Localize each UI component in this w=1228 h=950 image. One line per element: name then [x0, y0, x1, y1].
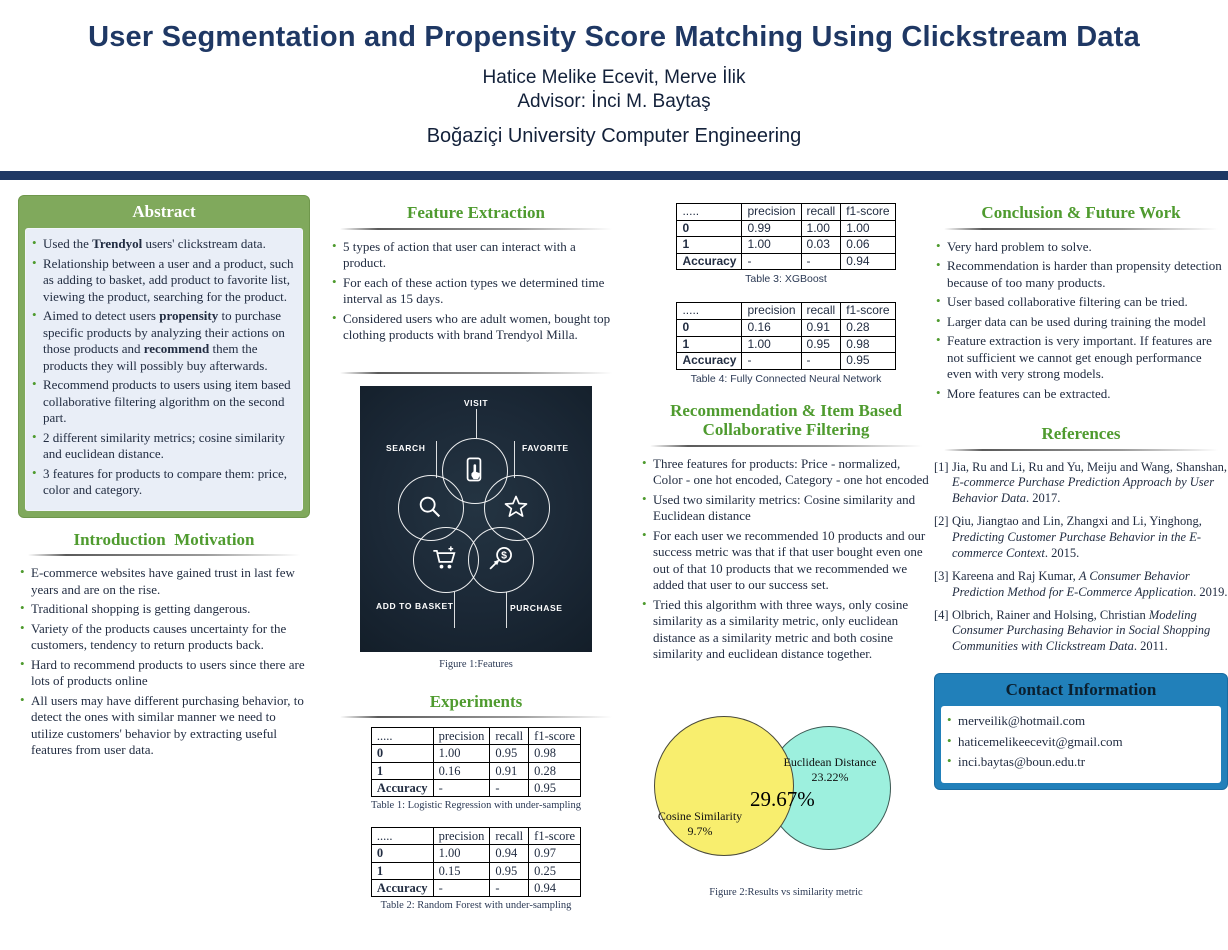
table-cell: 0.95 — [801, 336, 841, 353]
table-cell: 1.00 — [841, 220, 895, 237]
bullet-item: • Feature extraction is very important. If features are not sufficient we cannot get enough performance even with very strong models. — [947, 333, 1226, 383]
table4-caption: Table 4: Fully Connected Neural Network — [690, 372, 882, 385]
table-cell: 0.94 — [490, 845, 529, 862]
table-cell: 1.00 — [742, 237, 801, 254]
bullet-item: • 2 different similarity metrics; cosine similarity and euclidean distance. — [43, 430, 295, 463]
bullet-item: • More features can be extracted. — [947, 386, 1226, 403]
table2-caption: Table 2: Random Forest with under-sampling — [380, 900, 572, 912]
figure1-purchase-label: PURCHASE — [510, 602, 563, 613]
bullet-item: • 5 types of action that user can interact with a product. — [343, 239, 620, 272]
abstract-body — [25, 228, 303, 511]
section-rule — [340, 372, 612, 374]
cart-icon — [431, 545, 459, 573]
venn-euclidean-value: 23.22% — [811, 769, 849, 784]
bullet-item: • Used the Trendyol users' clickstream data. — [43, 236, 295, 253]
table-cell: 0.28 — [529, 762, 581, 779]
reference-work-title: Predicting Customer Purchase Behavior in the E-commerce Context — [952, 530, 1202, 560]
reference-number: [1] — [934, 459, 949, 474]
contact-block — [934, 673, 1228, 790]
venn-cosine-name: Cosine Similarity — [657, 808, 743, 823]
table-row-label: 0 — [677, 319, 742, 336]
table-cell: 0.16 — [433, 762, 490, 779]
table-row-label: Accuracy — [371, 879, 433, 896]
table-cell: - — [801, 353, 841, 370]
reference-number: [3] — [934, 568, 949, 583]
conclusion-title: Conclusion & Future Work — [981, 203, 1181, 222]
table-header-cell: recall — [490, 828, 529, 845]
table-random-forest — [371, 827, 581, 897]
reference-authors: Olbrich, Rainer and Holsing, Christian — [952, 607, 1149, 622]
header-divider-bar — [0, 171, 1228, 180]
column-3 — [640, 195, 932, 898]
reference-work-title: E-commerce Purchase Prediction Approach by User Behavior Data — [952, 475, 1215, 506]
table-header-cell: f1-score — [529, 828, 581, 845]
table-cell: 0.97 — [529, 845, 581, 862]
bullet-item: • 3 features for products to compare them: price, color and category. — [43, 466, 295, 499]
table-header-cell: ..... — [371, 728, 433, 745]
table-row-label: 1 — [371, 862, 433, 879]
table-header-cell: f1-score — [841, 204, 895, 221]
table-cell: 0.95 — [490, 862, 529, 879]
table-header-cell: recall — [801, 303, 841, 320]
table-row-label: Accuracy — [371, 779, 433, 796]
figure1-search-label: SEARCH — [386, 442, 426, 453]
bullet-item: • All users may have different purchasing behavior, to detect the ones with similar manner we need to utilize customers' behavior by extracting useful features from user data. — [31, 693, 308, 759]
table-cell: 1.00 — [433, 745, 490, 762]
table-row-label: 1 — [371, 762, 433, 779]
abstract-title: Abstract — [132, 202, 196, 221]
phone-tap-icon — [460, 456, 488, 484]
purchase-arrow-dollar-icon — [486, 545, 514, 573]
table-header-cell: ..... — [371, 828, 433, 845]
reference-number: [2] — [934, 514, 949, 529]
figure2-caption: Figure 2:Results vs similarity metric — [709, 886, 863, 898]
figure1-connector-line — [476, 409, 477, 438]
poster-advisor: Advisor: İnci M. Baytaş — [517, 91, 711, 112]
table-fcnn — [676, 302, 895, 369]
abstract-bullet-list — [30, 236, 297, 499]
table-cell: - — [433, 879, 490, 896]
table-row-label: 0 — [371, 845, 433, 862]
table-cell: 0.03 — [801, 237, 841, 254]
reference-authors: Jia, Ru and Li, Ru and Yu, Meiju and Wang, Shanshan, — [952, 459, 1228, 474]
venn-euclidean-label — [780, 755, 880, 785]
table-cell: - — [742, 253, 801, 270]
bullet-item: • Larger data can be used during training the model — [947, 314, 1226, 331]
bullet-item: • User based collaborative filtering can be tried. — [947, 294, 1226, 311]
venn-euclidean-name: Euclidean Distance — [783, 754, 877, 769]
table-xgboost — [676, 203, 895, 270]
conclusion-bullet-list — [934, 239, 1228, 403]
table-header-cell: precision — [742, 303, 801, 320]
introduction-bullet-list — [18, 565, 310, 759]
table-cell: 0.94 — [841, 253, 895, 270]
venn-cosine-value: 9.7% — [687, 823, 713, 838]
bullet-item: • For each of these action types we determined time interval as 15 days. — [343, 275, 620, 308]
figure1-connector-line — [514, 441, 515, 478]
bullet-item: • Recommend products to users using item based collaborative filtering algorithm on the second part. — [43, 377, 295, 427]
column-4 — [934, 195, 1228, 790]
contact-body — [941, 706, 1221, 783]
experiments-title: Experiments — [429, 691, 523, 711]
table-row-label: 1 — [677, 336, 742, 353]
table-cell: 1.00 — [433, 845, 490, 862]
introduction-title: Introduction Motivation — [73, 529, 255, 549]
figure1-connector-line — [436, 441, 437, 478]
bullet-item: • Three features for products: Price - normalized, Color - one hot encoded, Category - one hot encoded — [653, 456, 930, 489]
bullet-item: • Very hard problem to solve. — [947, 239, 1226, 256]
table-cell: 0.99 — [742, 220, 801, 237]
table3-caption: Table 3: XGBoost — [745, 273, 827, 286]
table-cell: - — [433, 779, 490, 796]
reference-year: . 2017. — [1025, 491, 1061, 506]
figure1-add-to-basket-label: ADD TO BASKET — [376, 600, 454, 611]
bullet-item: • Relationship between a user and a product, such as adding to basket, add product to favorite list, viewing the product, searching for the product. — [43, 256, 295, 306]
contact-title: Contact Information — [1005, 680, 1157, 700]
bullet-item: • Hard to recommend products to users since there are lots of products online — [31, 657, 308, 690]
reference-item — [934, 514, 1228, 562]
table-header-cell: precision — [433, 828, 490, 845]
column-1 — [18, 195, 310, 762]
poster-authors: Hatice Melike Ecevit, Merve İlik — [482, 67, 746, 88]
abstract-block — [18, 195, 310, 518]
svg-text:$: $ — [501, 549, 508, 562]
reference-year: . 2015. — [1044, 545, 1080, 560]
table-cell: - — [490, 779, 529, 796]
table-row-label: Accuracy — [677, 253, 742, 270]
table-header-cell: precision — [742, 204, 801, 221]
poster-institution: Boğaziçi University Computer Engineering — [426, 125, 802, 147]
section-rule — [340, 228, 612, 230]
bullet-item: • Used two similarity metrics: Cosine similarity and Euclidean distance — [653, 492, 930, 525]
bullet-item: • Aimed to detect users propensity to purchase specific products by analyzing their actions on those products and recommend them the products they will possibly buy afterwards. — [43, 308, 295, 374]
table-row-label: 0 — [677, 220, 742, 237]
table-cell: 0.95 — [490, 745, 529, 762]
table-row-label: 0 — [371, 745, 433, 762]
table-cell: 0.95 — [841, 353, 895, 370]
figure1-features-image — [360, 386, 592, 652]
reference-year: . 2019. — [1193, 584, 1228, 599]
bullet-item: • Tried this algorithm with three ways, only cosine similarity as a similarity metric, only euclidean distance as a similarity metric and both cosine similarity and euclidean distance together. — [653, 597, 930, 663]
reference-authors: Qiu, Jiangtao and Lin, Zhangxi and Li, Yinghong, — [952, 514, 1202, 529]
reference-number: [4] — [934, 607, 949, 622]
reference-item — [934, 460, 1228, 508]
bullet-item: • inci.baytas@boun.edu.tr — [958, 754, 1214, 771]
poster-header — [0, 0, 1228, 148]
section-rule — [944, 449, 1218, 451]
table-header-cell: f1-score — [841, 303, 895, 320]
table-cell: 0.95 — [529, 779, 581, 796]
table-cell: 0.15 — [433, 862, 490, 879]
table-cell: 0.91 — [801, 319, 841, 336]
poster-title: User Segmentation and Propensity Score Matching Using Clickstream Data — [88, 21, 1140, 53]
figure1-connector-line — [506, 592, 507, 628]
table-row-label: Accuracy — [677, 353, 742, 370]
venn-cosine-label — [654, 809, 746, 839]
reference-item — [934, 569, 1228, 601]
column-2 — [330, 195, 622, 911]
reference-year: . 2011. — [1133, 639, 1168, 654]
table-header-cell: recall — [490, 728, 529, 745]
recommendation-title: Recommendation & Item Based Collaborative Filtering — [670, 400, 907, 440]
table-header-cell: ..... — [677, 204, 742, 221]
bullet-item: • merveilik@hotmail.com — [958, 713, 1214, 730]
bullet-item: • For each user we recommended 10 products and our success metric was that if that user bought even one out of that 10 products that we recommended we added that user to our success set. — [653, 528, 930, 594]
figure1-visit-label: VISIT — [463, 397, 489, 408]
figure1-caption: Figure 1:Features — [439, 658, 513, 670]
table-cell: 1.00 — [801, 220, 841, 237]
section-rule — [340, 716, 612, 718]
feature-extraction-bullet-list — [330, 239, 622, 344]
reference-item — [934, 608, 1228, 656]
search-icon — [416, 493, 444, 521]
table-row-label: 1 — [677, 237, 742, 254]
table-logistic-regression — [371, 727, 581, 797]
reference-work-title: Modeling Consumer Purchasing Behavior in Social Shopping Communities with Clickstream Data — [952, 607, 1211, 654]
table-cell: 1.00 — [742, 336, 801, 353]
bullet-item: • Considered users who are adult women, bought top clothing products with brand Trendyol Milla. — [343, 311, 620, 344]
star-icon — [502, 493, 530, 521]
section-rule — [28, 554, 300, 556]
table-header-cell: recall — [801, 204, 841, 221]
section-rule — [650, 445, 922, 447]
table-cell: - — [490, 879, 529, 896]
reference-work-title: A Consumer Behavior Prediction Method for E-Commerce Application — [952, 568, 1194, 599]
table-header-cell: precision — [433, 728, 490, 745]
table-header-cell: ..... — [677, 303, 742, 320]
table-cell: 0.94 — [529, 879, 581, 896]
bullet-item: • haticemelikeecevit@gmail.com — [958, 734, 1214, 751]
references-title: References — [1041, 424, 1121, 444]
bullet-item: • Traditional shopping is getting dangerous. — [31, 601, 308, 618]
table-cell: 0.91 — [490, 762, 529, 779]
table-cell: 0.25 — [529, 862, 581, 879]
table-cell: - — [801, 253, 841, 270]
bullet-item: • E-commerce websites have gained trust in last few years and are on the rise. — [31, 565, 308, 598]
table-cell: 0.06 — [841, 237, 895, 254]
table-cell: 0.28 — [841, 319, 895, 336]
table-cell: 0.98 — [841, 336, 895, 353]
table-header-cell: f1-score — [529, 728, 581, 745]
section-rule — [944, 228, 1218, 230]
table-cell: 0.98 — [529, 745, 581, 762]
contact-email-list — [945, 713, 1216, 771]
table-cell: - — [742, 353, 801, 370]
figure2-venn-diagram — [640, 703, 932, 875]
table-cell: 0.16 — [742, 319, 801, 336]
table1-caption: Table 1: Logistic Regression with under-sampling — [371, 800, 581, 812]
figure1-connector-line — [454, 592, 455, 628]
reference-authors: Kareena and Raj Kumar, — [952, 568, 1079, 583]
venn-overlap-value: 29.67% — [750, 786, 815, 811]
bullet-item: • Recommendation is harder than propensity detection because of too many products. — [947, 258, 1226, 291]
figure1-favorite-label: FAVORITE — [522, 442, 569, 453]
recommendation-bullet-list — [640, 456, 932, 663]
bullet-item: • Variety of the products causes uncertainty for the customers, tendency to return products back. — [31, 621, 308, 654]
feature-extraction-title: Feature Extraction — [406, 203, 545, 222]
